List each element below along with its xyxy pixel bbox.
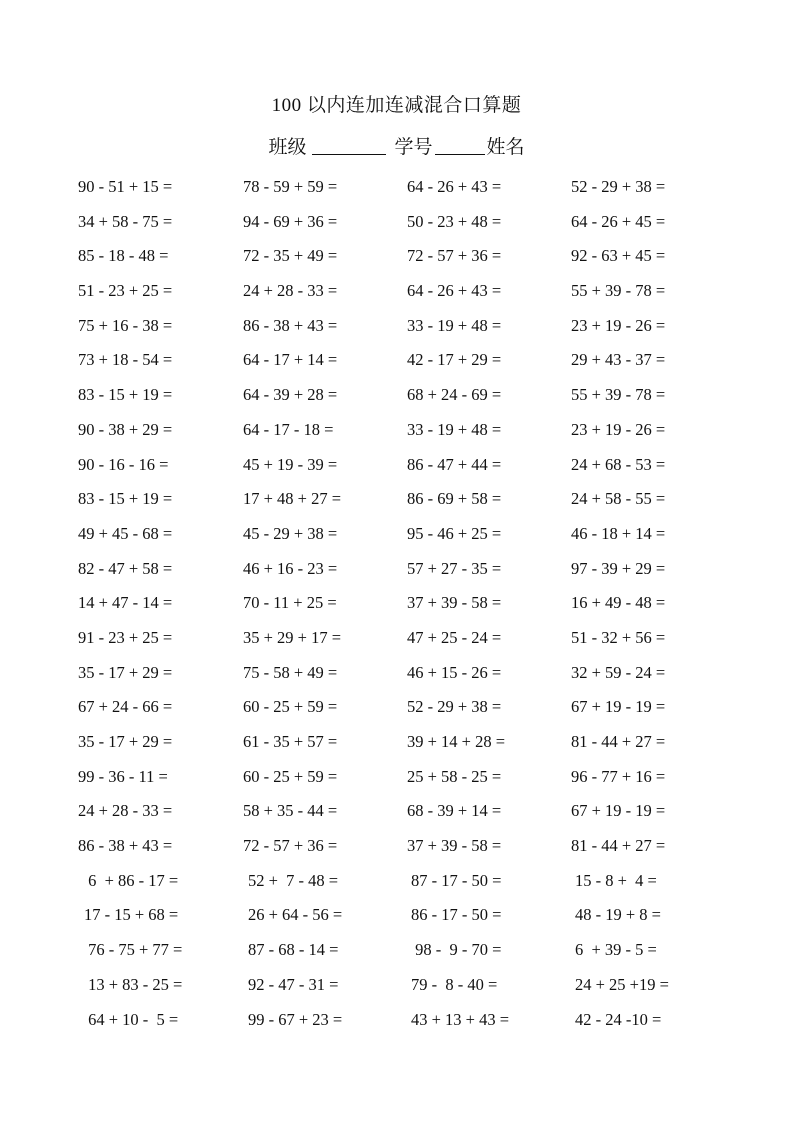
problem: 48 - 19 + 8 =: [575, 905, 661, 925]
problem: 91 - 23 + 25 =: [78, 627, 173, 647]
problem: 25 + 58 - 25 =: [407, 766, 502, 786]
problem-row: [0, 173, 793, 208]
problem-row: [0, 312, 793, 347]
problem: 96 - 77 + 16 =: [571, 766, 666, 786]
problem: 75 + 16 - 38 =: [78, 315, 173, 335]
problem-row: [0, 901, 793, 936]
name-label: 姓名: [486, 137, 525, 158]
page-title: 100 以内连加连减混合口算题: [271, 95, 522, 116]
problem-row: [0, 242, 793, 277]
problem: 42 - 17 + 29 =: [407, 350, 502, 370]
problem: 35 - 17 + 29 =: [78, 662, 173, 682]
problem-row: [0, 693, 793, 728]
problem-row: [0, 936, 793, 971]
problem: 64 - 26 + 43 =: [407, 177, 502, 196]
problem: 92 - 63 + 45 =: [571, 246, 666, 266]
problem: 24 + 58 - 55 =: [571, 489, 666, 509]
problem: 55 + 39 - 78 =: [571, 385, 666, 405]
problem: 99 - 67 + 23 =: [248, 1009, 343, 1029]
problem-row: [0, 381, 793, 416]
problem: 17 - 15 + 68 =: [84, 905, 179, 925]
problem: 29 + 43 - 37 =: [571, 350, 666, 370]
problem: 78 - 59 + 59 =: [243, 177, 338, 196]
problem: 35 - 17 + 29 =: [78, 732, 173, 751]
problem: 79 - 8 - 40 =: [411, 974, 498, 994]
problem: 24 + 28 - 33 =: [78, 801, 173, 821]
class-blank[interactable]: [312, 136, 386, 155]
number-label: 学号: [394, 137, 433, 158]
number-blank[interactable]: [435, 136, 485, 155]
problem: 76 - 75 + 77 =: [84, 940, 183, 960]
problem: 64 - 17 + 14 =: [243, 350, 338, 370]
problem: 72 - 57 + 36 =: [407, 246, 502, 266]
problem: 68 - 39 + 14 =: [407, 801, 502, 821]
problem: 97 - 39 + 29 =: [571, 558, 666, 578]
problem: 72 - 57 + 36 =: [243, 836, 338, 856]
problem: 90 - 16 - 16 =: [78, 454, 169, 474]
problem: 16 + 49 - 48 =: [571, 593, 666, 613]
problem-row: [0, 589, 793, 624]
problem: 81 - 44 + 27 =: [571, 732, 666, 751]
problem: 46 + 16 - 23 =: [243, 558, 338, 578]
problem: 67 + 19 - 19 =: [571, 801, 666, 821]
problem: 35 + 29 + 17 =: [243, 627, 342, 647]
problem: 81 - 44 + 27 =: [571, 836, 666, 856]
problem: 13 + 83 - 25 =: [84, 974, 183, 994]
problem: 37 + 39 - 58 =: [407, 836, 502, 856]
problem: 64 - 17 - 18 =: [243, 419, 334, 439]
problem: 60 - 25 + 59 =: [243, 766, 338, 786]
problem: 83 - 15 + 19 =: [78, 489, 173, 509]
problem: 86 - 38 + 43 =: [78, 836, 173, 856]
problem: 55 + 39 - 78 =: [571, 281, 666, 301]
problem: 23 + 19 - 26 =: [571, 315, 666, 335]
problem: 83 - 15 + 19 =: [78, 385, 173, 405]
problem-row: [0, 416, 793, 451]
problem: 32 + 59 - 24 =: [571, 662, 666, 682]
problem: 52 - 29 + 38 =: [407, 697, 502, 717]
problem: 70 - 11 + 25 =: [243, 593, 337, 613]
problem: 39 + 14 + 28 =: [407, 732, 506, 751]
problem: 90 - 38 + 29 =: [78, 419, 173, 439]
problem-row: [0, 1006, 793, 1041]
problem: 94 - 69 + 36 =: [243, 211, 338, 231]
problem: 86 - 47 + 44 =: [407, 454, 502, 474]
problem-row: [0, 485, 793, 520]
problem: 86 - 17 - 50 =: [411, 905, 502, 925]
problem: 45 - 29 + 38 =: [243, 523, 338, 543]
problem: 51 - 23 + 25 =: [78, 281, 173, 301]
problem: 45 + 19 - 39 =: [243, 454, 338, 474]
problem-row: [0, 208, 793, 243]
problem: 64 + 10 - 5 =: [84, 1009, 179, 1029]
problem: 42 - 24 -10 =: [575, 1009, 662, 1029]
problem: 64 - 39 + 28 =: [243, 385, 338, 405]
problem-row: [0, 624, 793, 659]
problem-row: [0, 520, 793, 555]
problem-row: [0, 346, 793, 381]
problem: 23 + 19 - 26 =: [571, 419, 666, 439]
problem: 52 + 7 - 48 =: [248, 870, 339, 890]
problem: 64 - 26 + 45 =: [571, 211, 666, 231]
problem: 90 - 51 + 15 =: [78, 177, 173, 196]
problem-row: [0, 555, 793, 590]
problem: 26 + 64 - 56 =: [248, 905, 343, 925]
problem: 46 + 15 - 26 =: [407, 662, 502, 682]
problem: 85 - 18 - 48 =: [78, 246, 169, 266]
class-label: 班级: [268, 137, 307, 158]
problem: 33 - 19 + 48 =: [407, 419, 502, 439]
problem: 72 - 35 + 49 =: [243, 246, 338, 266]
problem: 95 - 46 + 25 =: [407, 523, 502, 543]
problem: 6 + 86 - 17 =: [84, 870, 179, 890]
problem: 46 - 18 + 14 =: [571, 523, 666, 543]
problem: 67 + 24 - 66 =: [78, 697, 173, 717]
problem: 50 - 23 + 48 =: [407, 211, 502, 231]
problem: 52 - 29 + 38 =: [571, 177, 666, 196]
problem: 92 - 47 - 31 =: [248, 974, 339, 994]
problem: 43 + 13 + 43 =: [411, 1009, 510, 1029]
problem: 17 + 48 + 27 =: [243, 489, 342, 509]
problem: 99 - 36 - 11 =: [78, 766, 168, 786]
problem: 37 + 39 - 58 =: [407, 593, 502, 613]
problem: 6 + 39 - 5 =: [575, 940, 657, 960]
problem: 82 - 47 + 58 =: [78, 558, 173, 578]
problem: 87 - 17 - 50 =: [411, 870, 502, 890]
problem: 14 + 47 - 14 =: [78, 593, 173, 613]
problem: 86 - 38 + 43 =: [243, 315, 338, 335]
problem: 47 + 25 - 24 =: [407, 627, 502, 647]
problem-row: [0, 451, 793, 486]
problem-row: [0, 659, 793, 694]
problem: 75 - 58 + 49 =: [243, 662, 338, 682]
problem: 61 - 35 + 57 =: [243, 732, 338, 751]
problem: 87 - 68 - 14 =: [248, 940, 339, 960]
problem: 34 + 58 - 75 =: [78, 211, 173, 231]
problem: 24 + 28 - 33 =: [243, 281, 338, 301]
problem: 73 + 18 - 54 =: [78, 350, 173, 370]
problem: 24 + 68 - 53 =: [571, 454, 666, 474]
student-info-line: [0, 132, 793, 159]
problem: 64 - 26 + 43 =: [407, 281, 502, 301]
problem: 24 + 25 +19 =: [575, 974, 669, 994]
problem: 49 + 45 - 68 =: [78, 523, 173, 543]
problem-grid: [0, 173, 793, 1040]
problem: 33 - 19 + 48 =: [407, 315, 502, 335]
problem: 98 - 9 - 70 =: [411, 940, 502, 960]
problem-row: [0, 832, 793, 867]
problem: 58 + 35 - 44 =: [243, 801, 338, 821]
problem: 15 - 8 + 4 =: [575, 870, 657, 890]
problem-row: [0, 797, 793, 832]
problem: 86 - 69 + 58 =: [407, 489, 502, 509]
problem-row: [0, 971, 793, 1006]
problem: 60 - 25 + 59 =: [243, 697, 338, 717]
problem-row: [0, 867, 793, 902]
problem-row: [0, 277, 793, 312]
problem: 51 - 32 + 56 =: [571, 627, 666, 647]
problem: 68 + 24 - 69 =: [407, 385, 502, 405]
problem: 57 + 27 - 35 =: [407, 558, 502, 578]
problem: 67 + 19 - 19 =: [571, 697, 666, 717]
problem-row: [0, 763, 793, 798]
problem-row: [0, 728, 793, 763]
